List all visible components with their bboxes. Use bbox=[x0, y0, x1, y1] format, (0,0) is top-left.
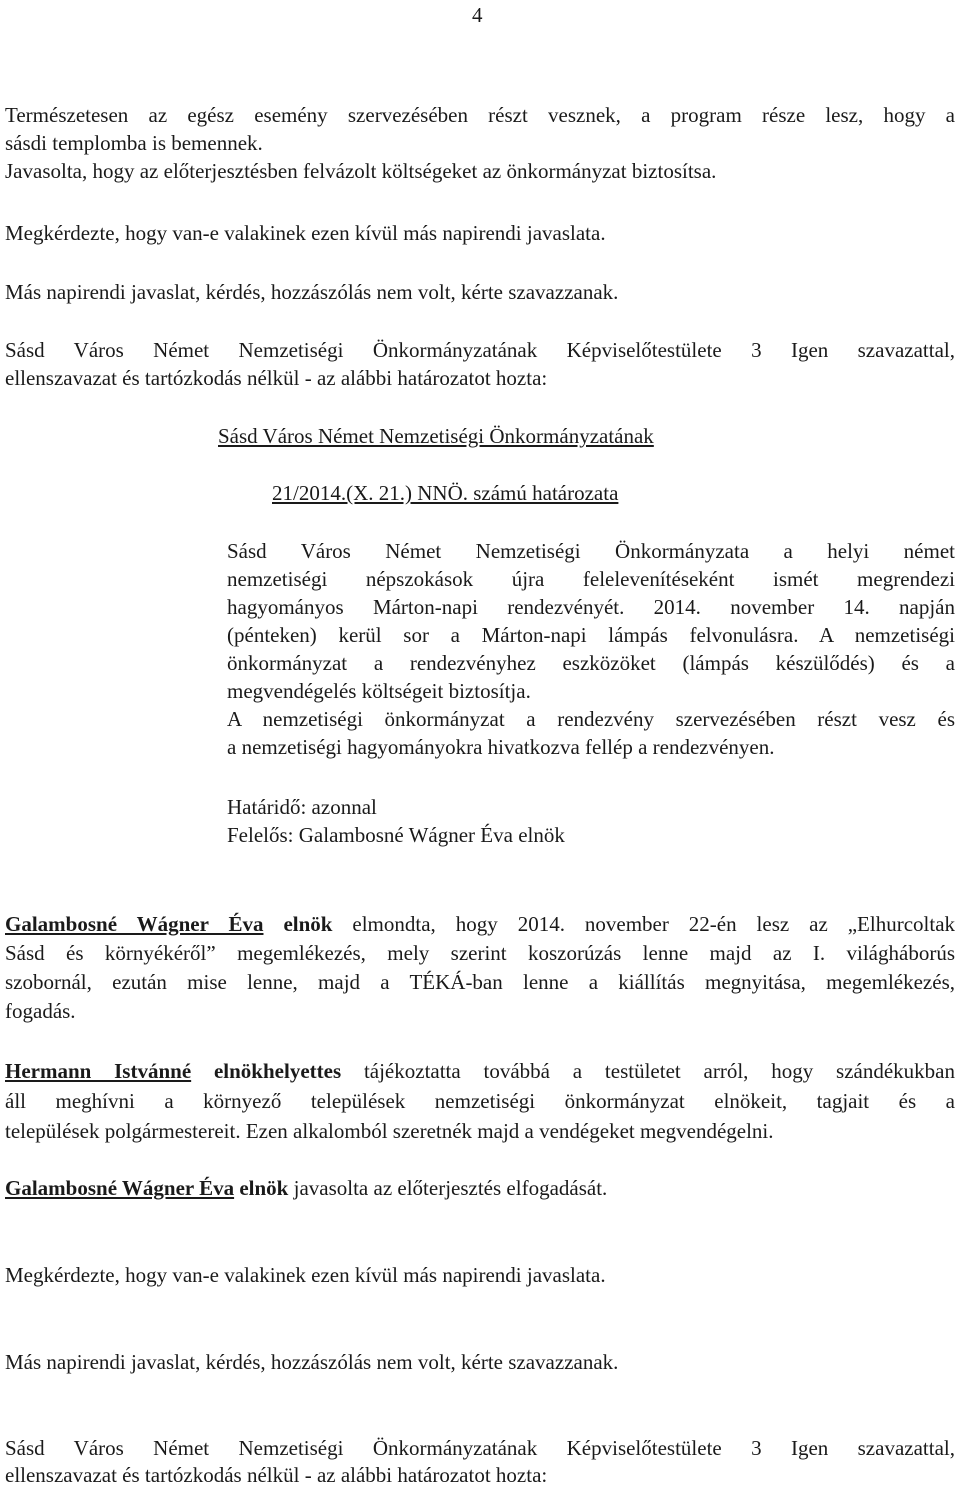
text-line: a nemzetiségi hagyományokra hivatkozva fellép a rendezvényen. bbox=[227, 735, 775, 759]
speaker-name: Galambosné Wágner Éva bbox=[5, 1176, 235, 1200]
no-proposals-line: Más napirendi javaslat, kérdés, hozzászólás nem volt, kérte szavazzanak. bbox=[5, 280, 619, 304]
text-line: ellenszavazat és tartózkodás nélkül - az alábbi határozatot hozta: bbox=[5, 366, 548, 390]
text-line: Sásd Város Német Nemzetiségi Önkormányzatának Képviselőtestülete 3 Igen szavazattal, bbox=[5, 1436, 955, 1460]
text-line: Sásd Város Német Nemzetiségi Önkormányzata a helyi német bbox=[227, 539, 955, 563]
text-line: megvendégelés költségeit biztosítja. bbox=[227, 679, 531, 703]
text-line: sásdi templomba is bemennek. bbox=[5, 131, 263, 155]
text-line: nemzetiségi népszokások újra felelevenítéseként ismét megrendezi bbox=[227, 567, 955, 591]
no-proposals-line: Más napirendi javaslat, kérdés, hozzászólás nem volt, kérte szavazzanak. bbox=[5, 1350, 619, 1374]
question-line: Megkérdezte, hogy van-e valakinek ezen kívül más napirendi javaslata. bbox=[5, 221, 606, 245]
text-line: Sásd Város Német Nemzetiségi Önkormányzatának Képviselőtestülete 3 Igen szavazattal, bbox=[5, 338, 955, 362]
text-line bbox=[5, 1061, 955, 1082]
resolution-number: 21/2014.(X. 21.) NNÖ. számú határozata bbox=[272, 481, 619, 505]
resolution-heading: Sásd Város Német Nemzetiségi Önkormányzatának bbox=[218, 424, 654, 448]
text-line: fogadás. bbox=[5, 999, 76, 1023]
text-line: Természetesen az egész esemény szervezésében részt vesznek, a program része lesz, hogy a bbox=[5, 103, 955, 127]
statement-text: tájékoztatta továbbá a testületet arról, hogy szándékukban bbox=[363, 1059, 955, 1083]
speaker-role: elnök bbox=[239, 1176, 289, 1200]
text-line: ellenszavazat és tartózkodás nélkül - az alábbi határozatot hozta: bbox=[5, 1463, 548, 1487]
speaker-name: Galambosné Wágner Éva bbox=[5, 912, 264, 936]
text-line: áll meghívni a környező települések nemzetiségi önkormányzat elnökeit, tagjait és a bbox=[5, 1089, 955, 1113]
text-line: szobornál, ezután mise lenne, majd a TÉKÁ-ban lenne a kiállítás megnyitása, megemlékezés, bbox=[5, 970, 955, 994]
page-number: 4 bbox=[472, 3, 483, 27]
speaker-role: elnök bbox=[283, 912, 333, 936]
text-line: Javasolta, hogy az előterjesztésben felvázolt költségeket az önkormányzat biztosítsa. bbox=[5, 159, 717, 183]
chair-proposal-paragraph bbox=[5, 1178, 607, 1199]
text-line: A nemzetiségi önkormányzat a rendezvény szervezésében részt vesz és bbox=[227, 707, 955, 731]
speaker-role: elnökhelyettes bbox=[213, 1059, 342, 1083]
speaker-name: Hermann Istvánné bbox=[5, 1059, 192, 1083]
text-line: önkormányzat a rendezvényhez eszközöket (lámpás készülődés) és a bbox=[227, 651, 955, 675]
question-line: Megkérdezte, hogy van-e valakinek ezen kívül más napirendi javaslata. bbox=[5, 1263, 606, 1287]
text-line: települések polgármestereit. Ezen alkalomból szeretnék majd a vendégeket megvendégelni. bbox=[5, 1119, 774, 1143]
statement-text: elmondta, hogy 2014. november 22-én lesz az „Elhurcoltak bbox=[352, 912, 956, 936]
statement-text: javasolta az előterjesztés elfogadását. bbox=[293, 1176, 608, 1200]
responsible: Felelős: Galambosné Wágner Éva elnök bbox=[227, 823, 565, 847]
deadline: Határidő: azonnal bbox=[227, 795, 377, 819]
text-line bbox=[5, 914, 955, 935]
text-line: hagyományos Márton-napi rendezvényét. 2014. november 14. napján bbox=[227, 595, 955, 619]
text-line: (pénteken) kerül sor a Márton-napi lámpás felvonulásra. A nemzetiségi bbox=[227, 623, 955, 647]
text-line: Sásd és környékéről” megemlékezés, mely szerint koszorúzás lenne majd az I. világháborús bbox=[5, 941, 955, 965]
